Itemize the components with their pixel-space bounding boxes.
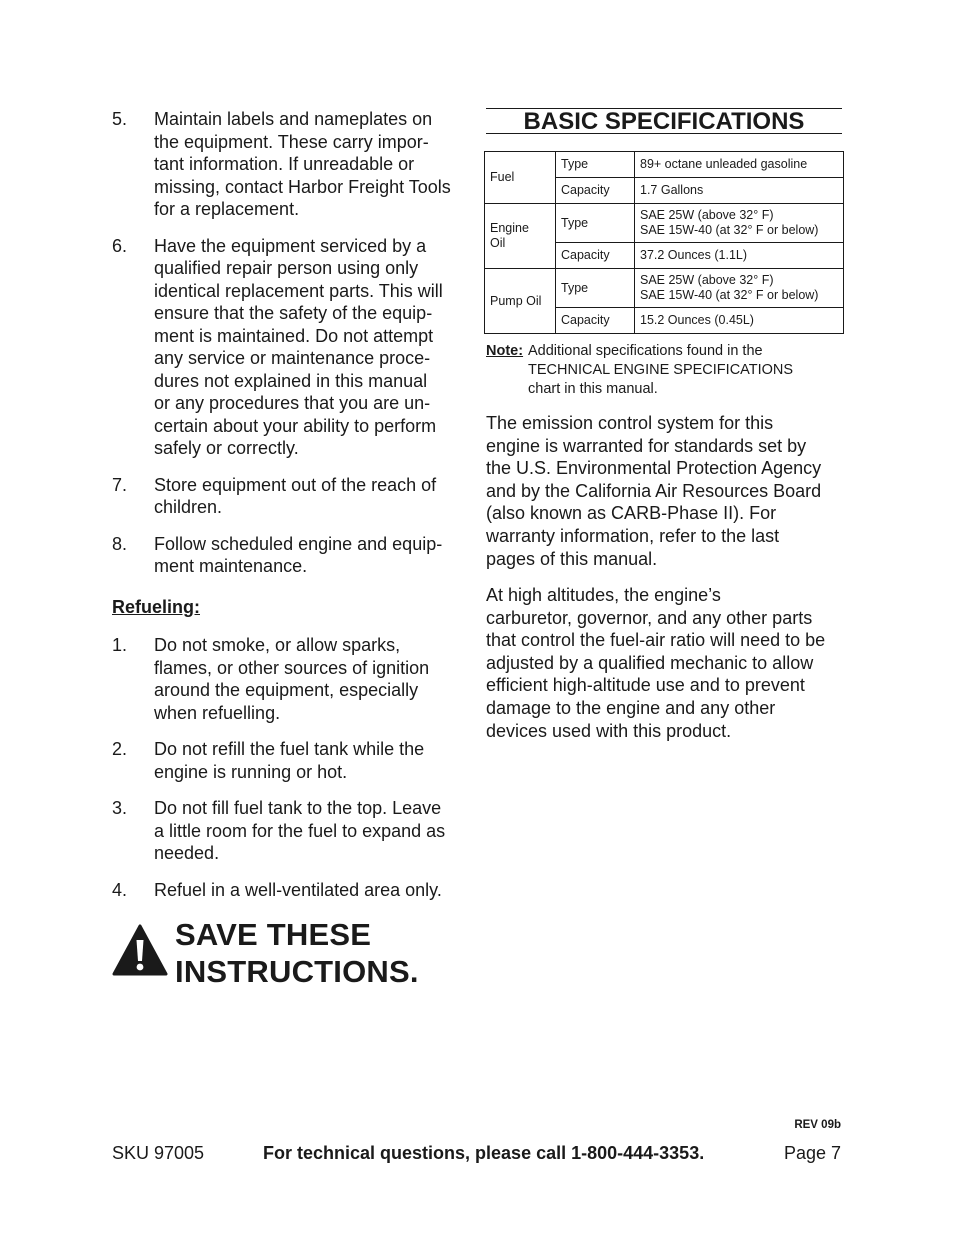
spec-value: 1.7 Gallons xyxy=(635,178,844,204)
specifications-table xyxy=(484,151,844,334)
spec-property: Type xyxy=(556,269,635,308)
list-item-text: Refuel in a well-ventilated area only. xyxy=(154,879,442,900)
spec-value: SAE 25W (above 32° F) SAE 15W-40 (at 32° F or below) xyxy=(635,269,844,308)
spec-category: Engine Oil xyxy=(485,204,556,269)
spec-category: Fuel xyxy=(485,152,556,204)
list-item xyxy=(112,235,464,460)
save-instructions-title: SAVE THESE INSTRUCTIONS. xyxy=(175,917,419,989)
list-item xyxy=(112,738,464,783)
altitude-paragraph: At high altitudes, the engine’s carburetor, governor, and any other parts that control the fuel-air ratio will need to be adjusted by a qualified mechanic to allow efficient high-altitude use and to prevent damage to the engine and any other devices used with this product. xyxy=(486,585,826,741)
spec-category: Pump Oil xyxy=(485,269,556,334)
table-row xyxy=(485,152,844,178)
footer-sku: SKU 97005 xyxy=(112,1143,205,1163)
emission-paragraph: The emission control system for this engine is warranted for standards set by the U.S. Environmental Protection Agency and by the California Air Resources Board (also known as CARB-Phase II). For warranty information, refer to the last pages of this manual. xyxy=(486,413,822,569)
list-item xyxy=(112,797,464,865)
refueling-heading: Refueling: xyxy=(112,597,200,617)
footer-page-number: Page 7 xyxy=(783,1143,841,1163)
spec-value: SAE 25W (above 32° F) SAE 15W-40 (at 32° F or below) xyxy=(635,204,844,243)
list-item-number: 8. xyxy=(112,533,128,554)
list-item-text: Follow scheduled engine and equip- ment maintenance. xyxy=(154,533,443,576)
list-item-text: Do not fill fuel tank to the top. Leave a little room for the fuel to expand as needed. xyxy=(154,798,446,863)
refueling-list xyxy=(112,634,464,915)
note-text: Additional specifications found in the TECHNICAL ENGINE SPECIFICATIONS chart in this manual. xyxy=(528,343,794,397)
spec-value: 37.2 Ounces (1.1L) xyxy=(635,243,844,269)
list-item-number: 2. xyxy=(112,739,128,759)
spec-property: Capacity xyxy=(556,308,635,334)
note-label: Note: xyxy=(486,343,524,359)
list-item xyxy=(112,879,464,902)
list-item-number: 1. xyxy=(112,635,128,655)
footer-phone-line: For technical questions, please call 1-800-444-3353. xyxy=(263,1143,705,1163)
spec-property: Capacity xyxy=(556,178,635,204)
table-row xyxy=(485,204,844,243)
revision-label: REV 09b xyxy=(794,1119,841,1131)
spec-value: 89+ octane unleaded gasoline xyxy=(635,152,844,178)
table-row xyxy=(485,269,844,308)
list-item xyxy=(112,474,464,519)
specifications-heading: BASIC SPECIFICATIONS xyxy=(486,108,842,134)
warning-triangle-icon xyxy=(112,924,168,976)
list-item-text: Maintain labels and nameplates on the equipment. These carry impor- tant information. If unreadable or missing, contact Harbor Freight Tools for a replacement. xyxy=(154,109,451,219)
list-item xyxy=(112,634,464,724)
list-item-text: Have the equipment serviced by a qualified repair person using only identical replacement parts. This will ensure that the safety of the equip- ment is maintained. Do not attempt any service or maintenance proce- dures not explained in this manual or any procedures that you are un- certain about your ability to perform safely or correctly. xyxy=(154,235,443,458)
list-item-text: Do not smoke, or allow sparks, flames, or other sources of ignition around the equipment, especially when refuelling. xyxy=(154,635,430,723)
spec-note xyxy=(486,342,846,399)
list-item-number: 4. xyxy=(112,879,128,900)
maintenance-list xyxy=(112,108,464,592)
list-item-text: Do not refill the fuel tank while the engine is running or hot. xyxy=(154,739,425,782)
list-item-number: 7. xyxy=(112,474,128,495)
spec-value: 15.2 Ounces (0.45L) xyxy=(635,308,844,334)
list-item-number: 6. xyxy=(112,235,128,256)
list-item xyxy=(112,108,464,221)
list-item-number: 5. xyxy=(112,109,128,129)
list-item-number: 3. xyxy=(112,798,128,818)
list-item xyxy=(112,533,464,578)
spec-property: Type xyxy=(556,204,635,243)
spec-property: Capacity xyxy=(556,243,635,269)
list-item-text: Store equipment out of the reach of children. xyxy=(154,474,437,517)
spec-property: Type xyxy=(556,152,635,178)
